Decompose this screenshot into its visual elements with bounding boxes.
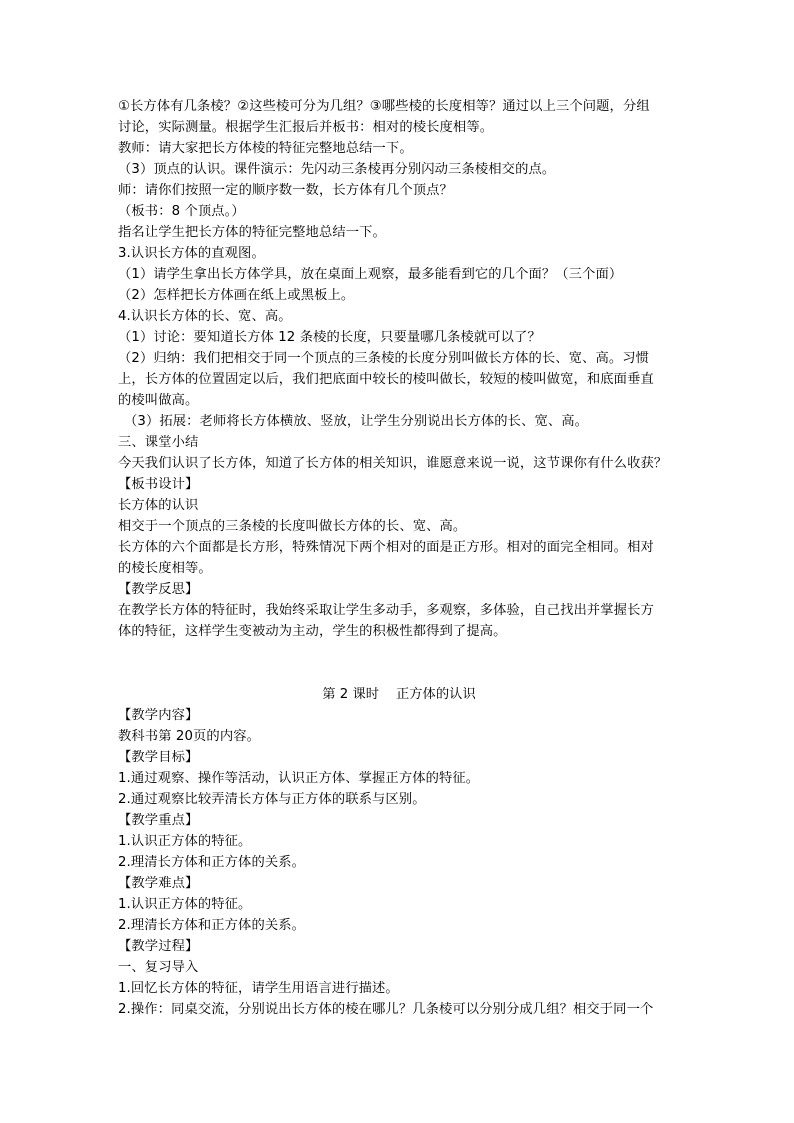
- text-line: 的棱叫做高。: [118, 393, 199, 408]
- text-line: （3）顶点的认识。课件演示：先闪动三条棱再分别闪动三条棱相交的点。: [118, 162, 556, 177]
- text-line: 教科书第 20页的内容。: [118, 729, 261, 744]
- text-line: 1.回忆长方体的特征，请学生用语言进行描述。: [118, 981, 399, 996]
- text-line: 师：请你们按照一定的顺序数一数，长方体有几个顶点？: [118, 183, 453, 198]
- text-line: 指名让学生把长方体的特征完整地总结一下。: [118, 225, 386, 240]
- section-heading: 【教学反思】: [118, 582, 199, 597]
- text-line: 2.理清长方体和正方体的关系。: [118, 918, 306, 933]
- section-heading: 【教学过程】: [118, 939, 199, 954]
- text-line: 1.认识正方体的特征。: [118, 897, 252, 912]
- text-line: 3.认识长方体的直观图。: [118, 246, 265, 261]
- text-line: （2）归纳：我们把相交于同一个顶点的三条棱的长度分别叫做长方体的长、宽、高。习惯: [118, 351, 650, 366]
- text-line: 1.通过观察、操作等活动，认识正方体、掌握正方体的特征。: [118, 771, 480, 786]
- text-line: 2.操作：同桌交流，分别说出长方体的棱在哪儿？几条棱可以分别分成几组？相交于同一个: [118, 1002, 654, 1017]
- section-heading: 【教学内容】: [118, 708, 199, 723]
- text-line: 讨论，实际测量。根据学生汇报后并板书：相对的棱长度相等。: [118, 120, 494, 135]
- text-line: 上，长方体的位置固定以后，我们把底面中较长的棱叫做长，较短的棱叫做宽，和底面垂直: [118, 372, 654, 387]
- text-line: 的棱长度相等。: [118, 561, 212, 576]
- text-line: 相交于一个顶点的三条棱的长度叫做长方体的长、宽、高。: [118, 519, 467, 534]
- section-heading: 【教学重点】: [118, 813, 199, 828]
- section-heading: 一、复习导入: [118, 960, 199, 975]
- text-line: （2）怎样把长方体画在纸上或黑板上。: [118, 288, 355, 303]
- document-body: [118, 96, 680, 1020]
- text-line: 2.通过观察比较弄清长方体与正方体的联系与区别。: [118, 792, 426, 807]
- section-heading: 【教学难点】: [118, 876, 199, 891]
- text-line: （1）请学生拿出长方体学具，放在桌面上观察，最多能看到它的几个面？（三个面）: [118, 267, 623, 282]
- text-line: 4.认识长方体的长、宽、高。: [118, 309, 292, 324]
- text-line: 体的特征，这样学生变被动为主动，学生的积极性都得到了提高。: [118, 624, 507, 639]
- spacer: [118, 642, 680, 684]
- text-line: 今天我们认识了长方体，知道了长方体的相关知识，谁愿意来说一说，这节课你有什么收获？: [118, 456, 668, 471]
- section-heading: 三、课堂小结: [118, 435, 199, 450]
- text-line: 教师：请大家把长方体棱的特征完整地总结一下。: [118, 141, 413, 156]
- text-line: 1.认识正方体的特征。: [118, 834, 252, 849]
- text-line: （板书：8 个顶点。）: [118, 204, 245, 219]
- text-line: 长方体的六个面都是长方形，特殊情况下两个相对的面是正方形。相对的面完全相同。相对: [118, 540, 654, 555]
- section-heading: 【教学目标】: [118, 750, 199, 765]
- text-line: ①长方体有几条棱？②这些棱可分为几组？③哪些棱的长度相等？通过以上三个问题，分组: [118, 99, 650, 114]
- text-line: （1）讨论：要知道长方体 12 条棱的长度，只要量哪几条棱就可以了？: [118, 330, 541, 345]
- text-line: 2.理清长方体和正方体的关系。: [118, 855, 306, 870]
- text-line: 长方体的认识: [118, 498, 199, 513]
- text-line: （3）拓展：老师将长方体横放、竖放，让学生分别说出长方体的长、宽、高。: [124, 414, 589, 429]
- section-heading: 【板书设计】: [118, 477, 199, 492]
- lesson-title: 第 2 课时 正方体的认识: [322, 687, 476, 702]
- text-line: 在教学长方体的特征时，我始终采取让学生多动手，多观察，多体验，自己找出并掌握长方: [118, 603, 654, 618]
